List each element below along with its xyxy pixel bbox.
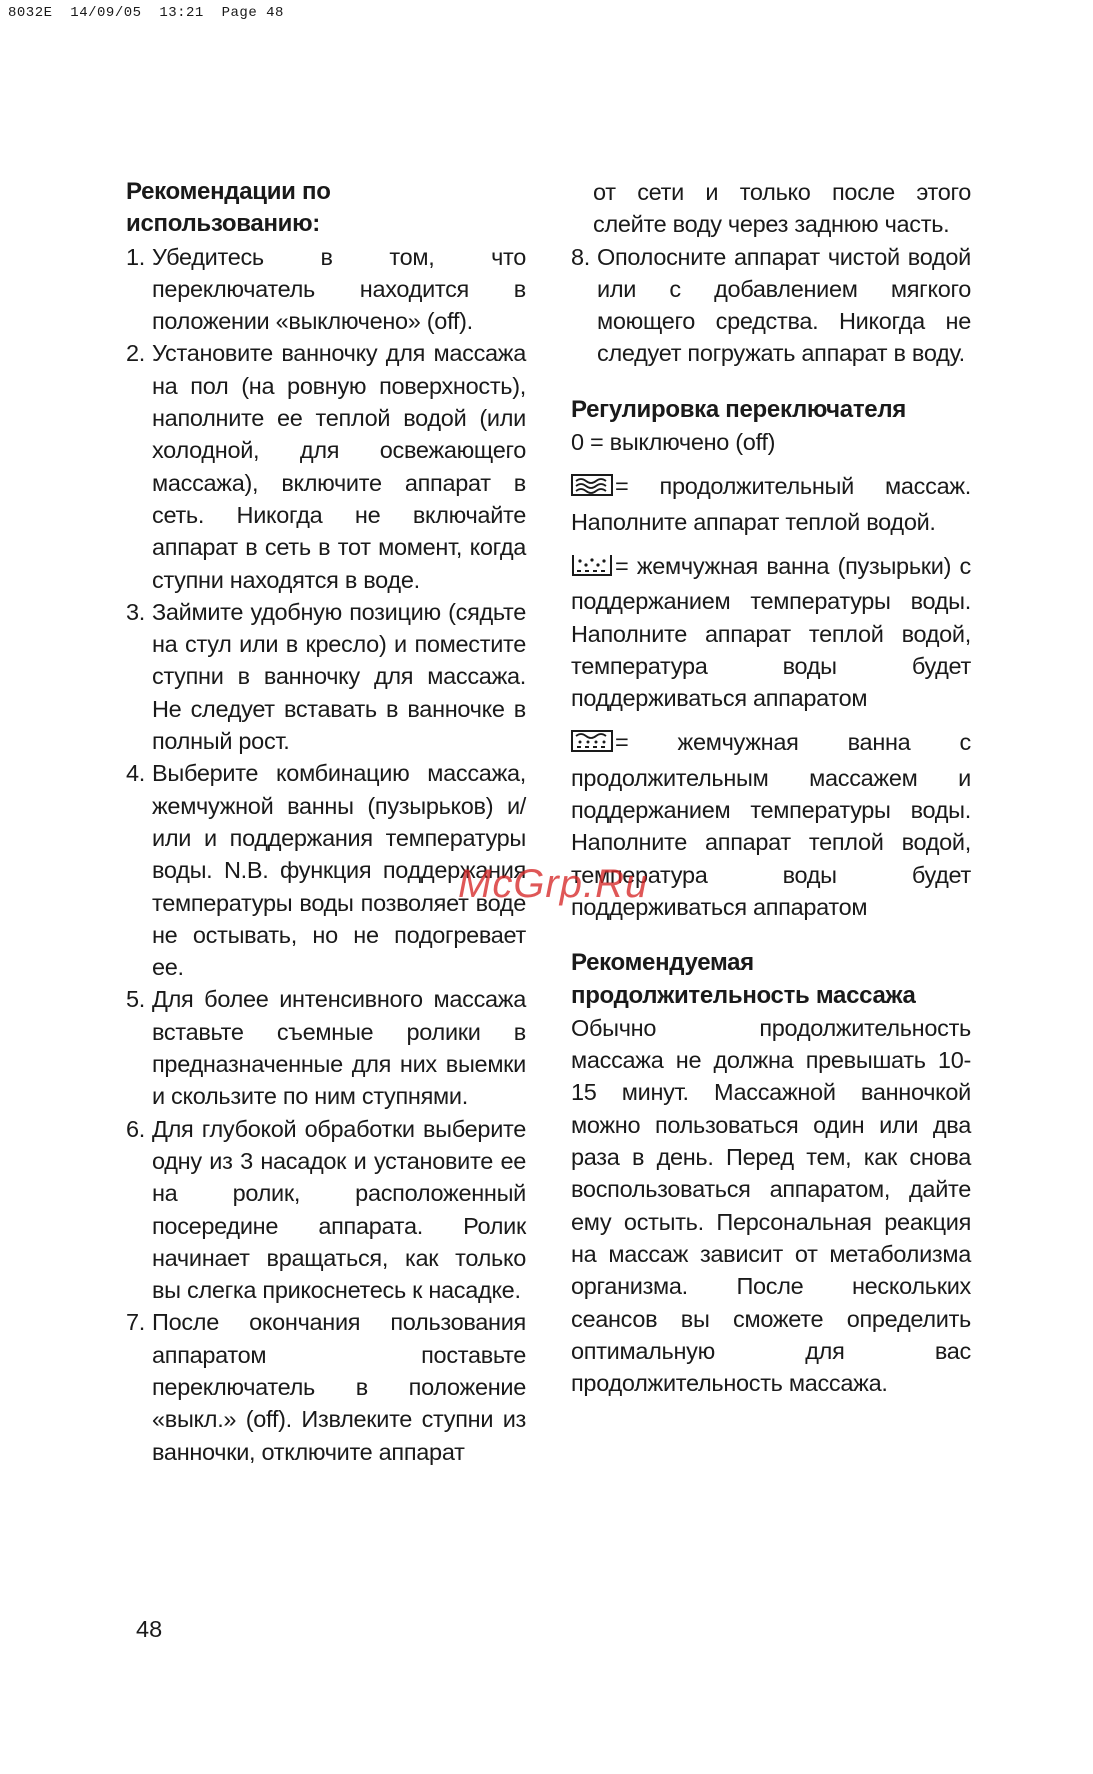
list-item xyxy=(126,596,526,757)
mode-massage xyxy=(571,470,971,538)
bubble-heat-icon xyxy=(571,553,613,585)
switch-off-line: 0 = выключено (off) xyxy=(571,429,776,456)
list-item xyxy=(126,1306,526,1467)
mode-text: = жемчужная ванна с продолжительным массажем и поддержанием температуры воды. Наполните аппарат теплой водой, температура воды будет поддерживаться аппаратом xyxy=(571,729,971,920)
duration-section xyxy=(571,947,971,1399)
massage-bubble-heat-icon xyxy=(571,729,613,761)
page-number: 48 xyxy=(136,1616,163,1642)
list-item xyxy=(126,241,526,338)
step-text: Займите удобную позицию (сядьте на стул или в кресло) и поместите ступни в ванночку для массажа. Не следует вставать в ванночке в полный рост. xyxy=(152,598,526,755)
usage-steps-list xyxy=(126,241,526,1468)
mode-massage-bubble-heat xyxy=(571,726,971,923)
step-text: Для глубокой обработки выберите одну из 3 насадок и установите ее на ролик, расположенный посередине аппарата. Ролик начинает вращаться, как только вы слегка прикоснетесь к насадке. xyxy=(152,1115,526,1304)
step-text: Установите ванночку для массажа на пол (на ровную поверхность), наполните ее теплой водой (или холодной, для освежающего массажа), включите аппарат в сеть. Никогда не включайте аппарат в сеть в тот момент, когда ступни находятся в воде. xyxy=(152,340,526,593)
left-column xyxy=(126,176,526,1468)
wave-massage-icon xyxy=(571,473,613,505)
mode-text: = продолжительный массаж. Наполните аппарат теплой водой. xyxy=(571,473,971,535)
step-text: Выберите комбинацию массажа, жемчужной ванны (пузырьков) и/или и поддержания температуры воды. N.B. функция поддержания температуры воды позволяет воде не остывать, но не подогревает ее. xyxy=(152,760,526,981)
duration-heading xyxy=(571,947,971,1012)
step-number: 2. xyxy=(126,340,145,367)
switch-heading: Регулировка переключателя xyxy=(571,395,907,423)
step-number: 6. xyxy=(126,1115,145,1142)
list-item xyxy=(126,337,526,595)
step-number: 1. xyxy=(126,243,145,270)
switch-section xyxy=(571,394,971,923)
step-number: 4. xyxy=(126,760,145,787)
step-number: 5. xyxy=(126,986,145,1013)
step-text: Для более интенсивного массажа вставьте съемные ролики в предназначенные для них выемки и скользите по ним ступнями. xyxy=(152,986,526,1110)
step-number: 8. xyxy=(571,243,590,270)
step7-continued-text: от сети и только после этого слейте воду через заднюю часть. xyxy=(593,179,971,238)
usage-steps-continued xyxy=(571,241,971,370)
usage-heading xyxy=(126,176,526,241)
step-text: Убедитесь в том, что переключатель находится в положении «выключено» (off). xyxy=(152,243,526,335)
duration-heading-line1: Рекомендуемая xyxy=(571,949,754,977)
usage-heading-line1: Рекомендации по xyxy=(126,178,331,205)
step-number: 7. xyxy=(126,1309,145,1336)
step-text: После окончания пользования аппаратом поставьте переключатель в положение «выкл.» (off). Извлеките ступни из ванночки, отключите аппарат xyxy=(152,1309,526,1465)
duration-text: Обычно продолжительность массажа не должна превышать 10-15 минут. Массажной ванночкой можно пользоваться один или два раза в день. Перед тем, как снова воспользоваться аппаратом, дайте ему остыть. Персональная реакция на массаж зависит от метаболизма организма. После нескольких сеансов вы сможете определить оптимальную для вас продолжительность массажа. xyxy=(571,1014,971,1397)
mode-text: = жемчужная ванна (пузырьки) с поддержанием температуры воды. Наполните аппарат теплой водой, температура воды будет поддерживаться аппаратом xyxy=(571,552,971,712)
right-column xyxy=(571,176,971,1399)
usage-heading-line2: использованию: xyxy=(126,210,320,238)
step-number: 3. xyxy=(126,598,145,625)
list-item xyxy=(126,757,526,983)
watermark: McGrp.Ru xyxy=(458,862,649,906)
mode-bubble-heat xyxy=(571,550,971,714)
list-item xyxy=(126,1113,526,1307)
list-item xyxy=(571,241,971,370)
step-text: Ополосните аппарат чистой водой или с добавлением мягкого моющего средства. Никогда не следует погружать аппарат в воду. xyxy=(597,243,971,367)
duration-heading-line2: продолжительность массажа xyxy=(571,981,916,1009)
print-header: 8032E 14/09/05 13:21 Page 48 xyxy=(8,5,284,21)
list-item xyxy=(126,983,526,1112)
